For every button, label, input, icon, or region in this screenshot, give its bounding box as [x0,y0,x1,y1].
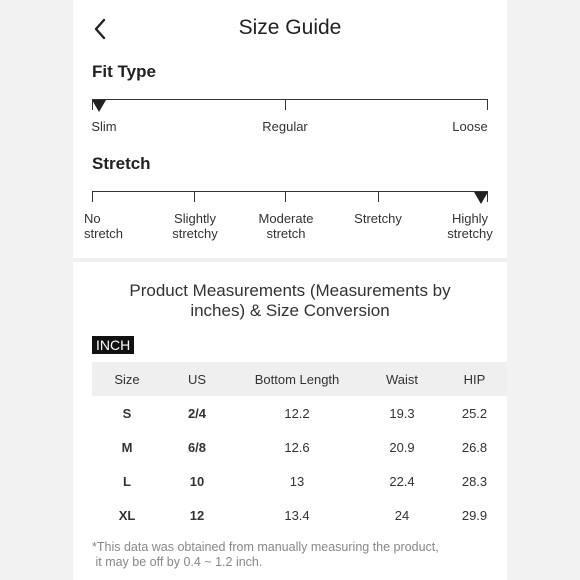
cell-hip: 25.2 [461,405,488,421]
col-bottom-length: Bottom Length [254,371,340,387]
cell-size: XL [118,507,136,523]
fit-label-loose: Loose [452,119,488,134]
measurements-heading: Product Measurements (Measurements by inches) & Size Conversion [129,281,451,320]
stretch-tick-3 [285,191,286,202]
cell-waist: 22.4 [389,473,415,489]
fit-type-scale [92,99,488,100]
left-margin [0,0,73,580]
fit-tick-loose [487,99,488,110]
stretch-label-no: No stretch [84,211,124,241]
cell-hip: 28.3 [461,473,488,489]
cell-hip: 29.9 [461,507,488,523]
cell-us: 6/8 [187,439,207,455]
table-row [92,396,507,430]
cell-us: 12 [189,507,205,523]
stretch-scale [92,191,488,192]
col-hip: HIP [463,371,486,387]
cell-size: L [123,473,131,489]
measurement-disclaimer: *This data was obtained from manually measuring the product, it may be off by 0.4 ~ 1.2 inch. [92,540,439,569]
fit-type-title: Fit Type [92,62,156,81]
table-row [92,498,507,532]
table-row [92,430,507,464]
cell-size: M [121,439,133,455]
cell-us: 10 [189,473,205,489]
cell-bottom-length: 12.2 [284,405,310,421]
fit-selected-marker-icon [92,100,106,112]
size-table [92,362,507,532]
stretch-tick-2 [194,191,195,202]
stretch-tick-4 [378,191,379,202]
cell-waist: 19.3 [389,405,415,421]
stretch-label-highly: Highly stretchy [447,211,493,241]
cell-bottom-length: 13.4 [284,507,310,523]
stretch-label-stretchy: Stretchy [354,211,402,226]
table-row [92,464,507,498]
right-margin [507,0,580,580]
page-title: Size Guide [238,16,342,39]
cell-size: S [122,405,132,421]
col-size: Size [114,371,140,387]
stretch-title: Stretch [92,154,151,173]
fit-label-slim: Slim [91,119,117,134]
cell-us: 2/4 [187,405,207,421]
cell-hip: 26.8 [461,439,488,455]
cell-waist: 24 [394,507,410,523]
stretch-label-slightly: Slightly stretchy [172,211,218,241]
stretch-tick-1 [92,191,93,202]
unit-badge: INCH [92,336,134,354]
cell-waist: 20.9 [389,439,415,455]
stretch-selected-marker-icon [474,192,488,204]
cell-bottom-length: 12.6 [284,439,310,455]
col-us: US [187,371,207,387]
cell-bottom-length: 13 [289,473,305,489]
col-waist: Waist [385,371,419,387]
fit-label-regular: Regular [262,119,308,134]
stretch-label-moderate: Moderate stretch [258,211,314,241]
table-header [92,362,507,396]
fit-tick-regular [285,99,286,110]
